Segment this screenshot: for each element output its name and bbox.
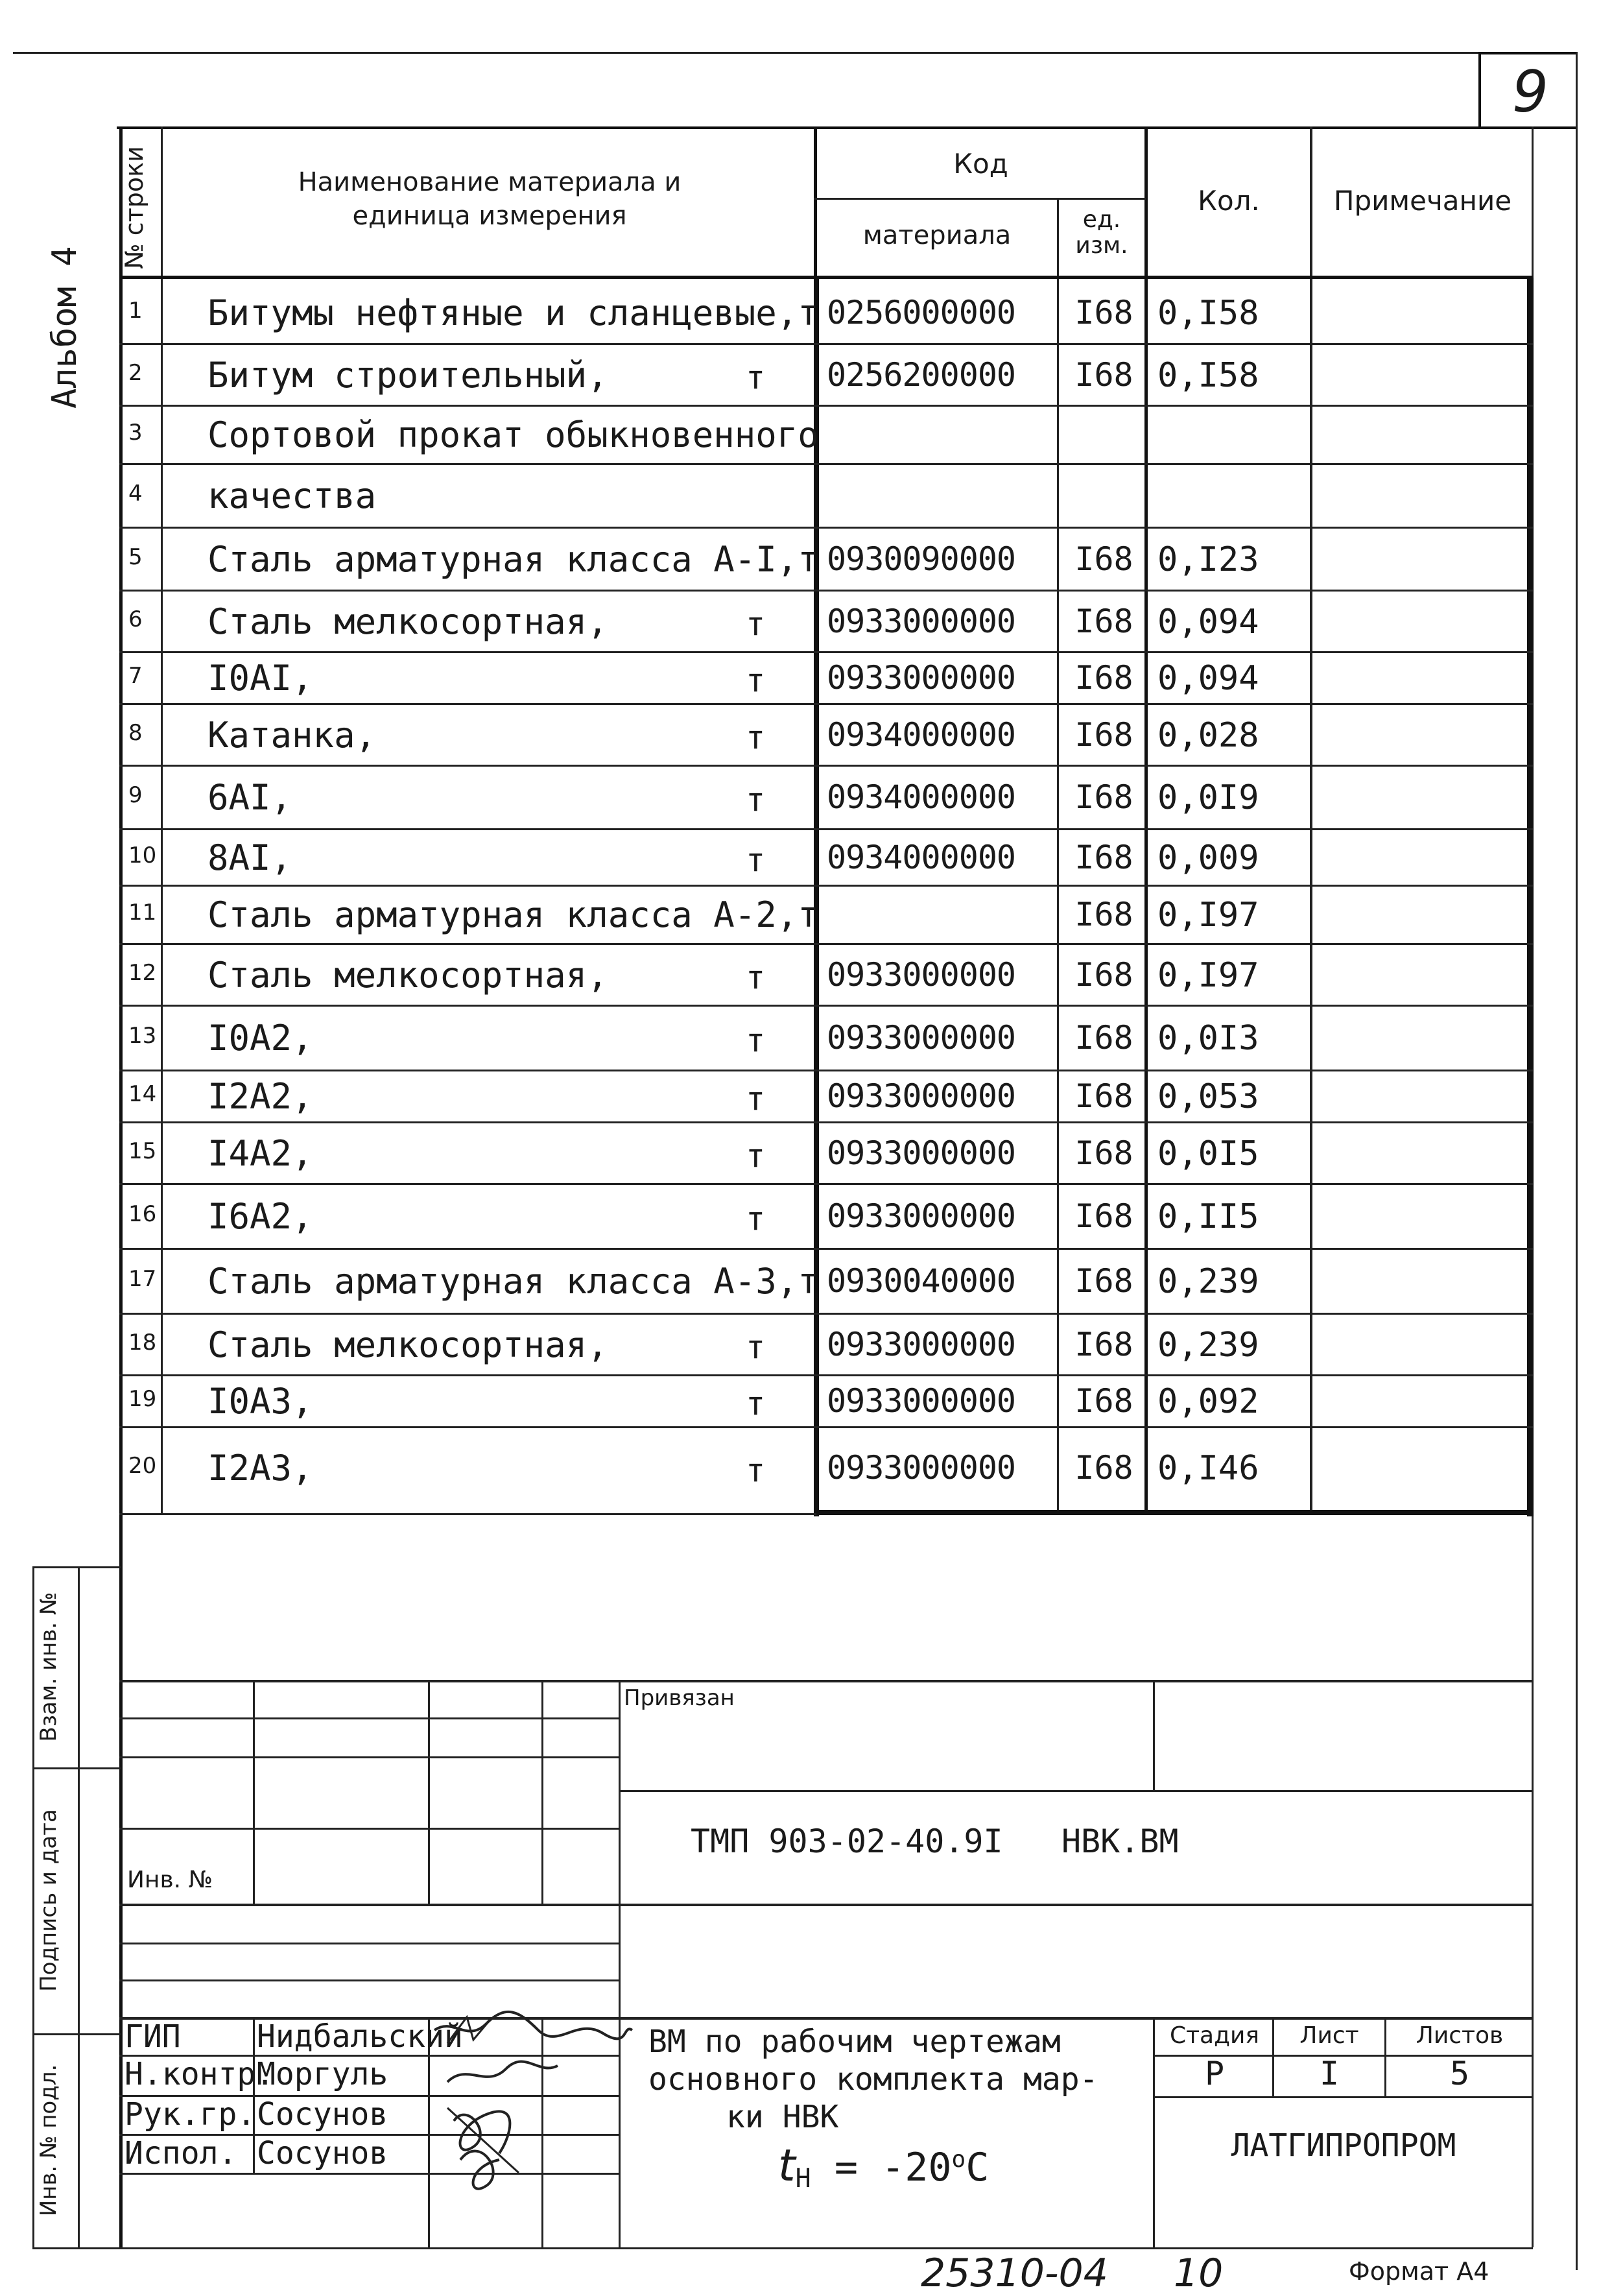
stamp-strip-div2 (32, 2033, 121, 2035)
right-border (1576, 52, 1578, 2270)
row-unit-code: I68 (1074, 1325, 1133, 1363)
row-unit: т (746, 958, 766, 996)
signer-role-1: ГИП (124, 2018, 181, 2055)
row-number: 15 (128, 1138, 157, 1164)
row-separator (119, 943, 1533, 945)
row-material-name: Сталь арматурная класса А-3,т (207, 1261, 819, 1302)
row-separator (119, 703, 1533, 705)
row-separator (119, 1313, 1533, 1315)
row-unit-code: I68 (1074, 715, 1133, 754)
sheet-number: 9 (1512, 58, 1548, 125)
row-material-name: Сортовой прокат обыкновенного (207, 414, 819, 455)
stamp-strip-left (32, 1566, 34, 2247)
desc-line-2: основного комплекта мар- (648, 2061, 1098, 2098)
header-col-line-a (161, 126, 163, 1514)
row-material-code: 0933000000 (827, 659, 1016, 697)
header-col-line-d (1144, 126, 1148, 1514)
header-unit-line2: изм. (1075, 232, 1128, 259)
tb-vline-1 (253, 1680, 255, 1904)
row-unit: т (746, 1328, 766, 1366)
row-unit: т (746, 1200, 766, 1238)
temp-t: t (778, 2140, 796, 2192)
row-unit: т (746, 781, 766, 819)
row-unit: т (746, 1136, 766, 1175)
tb-vline-3 (541, 1680, 543, 1904)
top-border (13, 52, 1478, 54)
sheet-number-box-left (1478, 52, 1481, 128)
inv-no-label: Инв. № (127, 1867, 213, 1893)
row-unit-code: I68 (1074, 1262, 1133, 1300)
header-code: Код (953, 148, 1008, 180)
row-number: 8 (128, 719, 143, 746)
tb-line-top (119, 1680, 1533, 1682)
row-material-name: 8AI, (207, 837, 292, 878)
album-label: Альбом 4 (45, 246, 84, 409)
header-unit-line1: ед. (1082, 206, 1121, 233)
table-left-bottom (119, 1513, 816, 1515)
row-separator (119, 828, 1533, 830)
row-material-code: 0256000000 (827, 293, 1016, 331)
row-material-code: 0934000000 (827, 778, 1016, 816)
signer-name-2: Моргуль (257, 2056, 388, 2092)
row-number: 16 (128, 1201, 157, 1227)
side-label-vzam: Взам. инв. № (36, 1592, 62, 1742)
row-unit: т (746, 1080, 766, 1118)
row-unit-code: I68 (1074, 838, 1133, 876)
row-number: 11 (128, 900, 157, 926)
row-unit-code: I68 (1074, 602, 1133, 640)
row-quantity: 0,II5 (1157, 1197, 1259, 1236)
footer-number: 25310-04 (921, 2251, 1108, 2296)
row-unit-code: I68 (1074, 659, 1133, 697)
row-material-name: I0AI, (207, 658, 313, 699)
row-material-code: 0930090000 (827, 540, 1016, 578)
org-name: ЛАТГИПРОПРОМ (1231, 2127, 1456, 2164)
row-material-code: 0933000000 (827, 1134, 1016, 1172)
signer-role-2: Н.контр. (124, 2056, 275, 2092)
stamp-strip-top (32, 1566, 121, 1568)
row-material-code: 0933000000 (827, 1019, 1016, 1057)
row-quantity: 0,I46 (1157, 1448, 1259, 1488)
row-material-name: I0A3, (207, 1381, 313, 1422)
row-number: 20 (128, 1452, 157, 1479)
stage-value: Р (1204, 2055, 1225, 2092)
row-material-name: Сталь мелкосортная, (207, 1324, 608, 1365)
row-material-code: 0933000000 (827, 1382, 1016, 1420)
main-frame-bottom (119, 2247, 1533, 2249)
tb-line-2 (119, 1756, 619, 1758)
stamp-strip-inner (78, 1566, 80, 2247)
row-number: 2 (128, 359, 143, 386)
row-material-code: 0934000000 (827, 838, 1016, 876)
row-material-code: 0934000000 (827, 715, 1016, 754)
row-unit: т (746, 1385, 766, 1422)
row-material-name: I4A2, (207, 1132, 313, 1174)
desc-line-3: ки НВК (726, 2099, 839, 2135)
row-material-name: Сталь мелкосортная, (207, 601, 608, 642)
row-quantity: 0,I97 (1157, 896, 1259, 935)
sheets-label: Листов (1416, 2022, 1504, 2049)
signer-name-4: Сосунов (257, 2135, 388, 2171)
row-separator (119, 651, 1533, 653)
row-separator (119, 463, 1533, 465)
row-quantity: 0,I97 (1157, 955, 1259, 995)
tb-line-4 (119, 1828, 619, 1830)
data-frame-bottom (814, 1510, 1534, 1515)
row-unit-code: I68 (1074, 355, 1133, 394)
temp-c: C (966, 2145, 990, 2190)
row-material-name: Сталь мелкосортная, (207, 954, 608, 996)
row-separator (119, 1374, 1533, 1376)
signer-role-4: Испол. (124, 2135, 237, 2171)
header-note: Примечание (1333, 185, 1512, 217)
row-separator (119, 343, 1533, 345)
row-number: 7 (128, 663, 143, 689)
header-row-no: № строки (120, 146, 148, 269)
row-unit-code: I68 (1074, 896, 1133, 933)
tb-line-7 (119, 1979, 619, 1981)
row-unit-code: I68 (1074, 1134, 1133, 1172)
row-material-name: Сталь арматурная класса А-I,т (207, 538, 819, 580)
row-unit-code: I68 (1074, 1019, 1133, 1057)
row-quantity: 0,0I3 (1157, 1019, 1259, 1058)
row-number: 19 (128, 1386, 157, 1412)
row-material-code: 0256200000 (827, 355, 1016, 394)
row-material-code: 0933000000 (827, 602, 1016, 640)
sheet-number-box-bottom (117, 126, 1576, 129)
row-number: 9 (128, 782, 143, 808)
row-quantity: 0,239 (1157, 1262, 1259, 1301)
row-quantity: 0,028 (1157, 715, 1259, 755)
sheet-value: I (1319, 2055, 1340, 2092)
row-material-name: I2A3, (207, 1447, 313, 1489)
header-col-line-e (1310, 126, 1312, 1514)
row-unit-code: I68 (1074, 293, 1133, 331)
header-name-line1: Наименование материала и (298, 167, 682, 197)
row-material-code: 0930040000 (827, 1262, 1016, 1300)
row-number: 1 (128, 297, 143, 324)
row-separator (119, 1248, 1533, 1250)
side-label-inv-podl: Инв. № подл. (36, 2064, 62, 2217)
row-number: 3 (128, 420, 143, 446)
row-separator (119, 1070, 1533, 1071)
header-material: материала (862, 221, 1012, 250)
header-code-split (814, 198, 1146, 200)
row-material-code: 0933000000 (827, 1448, 1016, 1487)
tb-stage-split2 (1153, 2096, 1533, 2098)
row-separator (119, 527, 1533, 529)
row-material-code: 0933000000 (827, 1325, 1016, 1363)
row-unit: т (746, 841, 766, 879)
footer-format: Формат А4 (1349, 2257, 1489, 2286)
signer-role-3: Рук.гр. (124, 2096, 256, 2133)
temp-value: = -20 (834, 2145, 952, 2190)
row-quantity: 0,053 (1157, 1077, 1259, 1116)
row-quantity: 0,0I9 (1157, 778, 1259, 817)
tb-vline-1b (253, 2017, 255, 2173)
footer-page: 10 (1174, 2251, 1224, 2296)
row-quantity: 0,239 (1157, 1325, 1259, 1365)
row-material-name: Битум строительный, (207, 354, 608, 396)
tb-vline-6 (1153, 2017, 1155, 2247)
row-unit: т (746, 358, 766, 396)
row-number: 14 (128, 1081, 157, 1107)
row-number: 6 (128, 606, 143, 632)
row-material-name: Битумы нефтяные и сланцевые,т (207, 292, 819, 333)
row-material-name: качества (207, 475, 377, 516)
row-unit: т (746, 1451, 766, 1489)
row-material-name: 6AI, (207, 777, 292, 818)
row-number: 13 (128, 1023, 157, 1049)
row-quantity: 0,009 (1157, 838, 1259, 878)
row-quantity: 0,092 (1157, 1382, 1259, 1421)
tb-line-6 (119, 1943, 619, 1944)
desc-line-1: ВМ по рабочим чертежам (648, 2024, 1061, 2060)
main-frame-left (119, 126, 123, 2247)
temperature (778, 2140, 989, 2194)
row-quantity: 0,I23 (1157, 540, 1259, 579)
row-material-name: Сталь арматурная класса А-2,т (207, 894, 819, 935)
sheets-value: 5 (1449, 2055, 1470, 2092)
row-unit-code: I68 (1074, 1197, 1133, 1235)
stamp-strip-bottom (32, 2247, 121, 2249)
row-material-name: I0A2, (207, 1018, 313, 1058)
signature-scribbles (428, 2004, 635, 2199)
row-quantity: 0,094 (1157, 602, 1259, 641)
row-unit: т (746, 604, 766, 643)
signer-name-1: Нидбальский (257, 2018, 463, 2055)
header-name-line2: единица измерения (352, 201, 627, 231)
header-qty: Кол. (1198, 185, 1260, 217)
doc-code: ТМП 903-02-40.9I НВК.ВМ (691, 1823, 1179, 1860)
header-bottom (119, 276, 1533, 279)
row-unit-code: I68 (1074, 1448, 1133, 1487)
row-material-name: I2A2, (207, 1076, 313, 1117)
row-unit-code: I68 (1074, 540, 1133, 578)
row-separator (119, 1426, 1533, 1428)
row-material-code: 0933000000 (827, 955, 1016, 994)
row-unit: т (746, 662, 766, 699)
row-quantity: 0,094 (1157, 659, 1259, 698)
row-separator (119, 1121, 1533, 1123)
row-unit-code: I68 (1074, 1077, 1133, 1115)
row-unit: т (746, 1022, 766, 1059)
row-separator (119, 765, 1533, 767)
row-unit-code: I68 (1074, 1382, 1133, 1420)
row-quantity: 0,0I5 (1157, 1134, 1259, 1173)
signer-name-3: Сосунов (257, 2096, 388, 2133)
row-number: 17 (128, 1266, 157, 1292)
row-separator (119, 405, 1533, 407)
row-separator (119, 1183, 1533, 1185)
row-number: 18 (128, 1329, 157, 1356)
header-col-line-c (1057, 198, 1059, 1514)
tb-line-3 (619, 1790, 1533, 1792)
row-number: 5 (128, 544, 143, 570)
row-number: 12 (128, 959, 157, 986)
stage-label: Стадия (1169, 2022, 1260, 2049)
tb-line-5 (119, 1904, 1533, 1906)
row-separator (119, 885, 1533, 887)
row-material-name: I6A2, (207, 1196, 313, 1237)
row-quantity: 0,I58 (1157, 293, 1259, 333)
row-material-code: 0933000000 (827, 1197, 1016, 1235)
row-number: 10 (128, 842, 157, 868)
tb-vline-2 (428, 1680, 430, 1904)
tb-vline-5 (1153, 1680, 1155, 1790)
side-label-podpis: Подпись и дата (36, 1809, 62, 1992)
row-unit-code: I68 (1074, 955, 1133, 994)
row-number: 4 (128, 481, 143, 507)
stamp-strip-div1 (32, 1767, 121, 1769)
sheet-label: Лист (1299, 2022, 1359, 2049)
row-material-code: 0933000000 (827, 1077, 1016, 1115)
privyazan-label: Привязан (624, 1685, 735, 1711)
row-separator (119, 1005, 1533, 1007)
row-material-name: Катанка, (207, 714, 377, 756)
row-quantity: 0,I58 (1157, 355, 1259, 395)
sheet-number-box-top (1480, 52, 1577, 54)
row-separator (119, 590, 1533, 592)
row-unit-code: I68 (1074, 778, 1133, 816)
temp-degree: o (951, 2146, 966, 2173)
row-unit: т (746, 718, 766, 756)
temp-sub: H (795, 2164, 811, 2194)
tb-line-1 (119, 1717, 619, 1719)
